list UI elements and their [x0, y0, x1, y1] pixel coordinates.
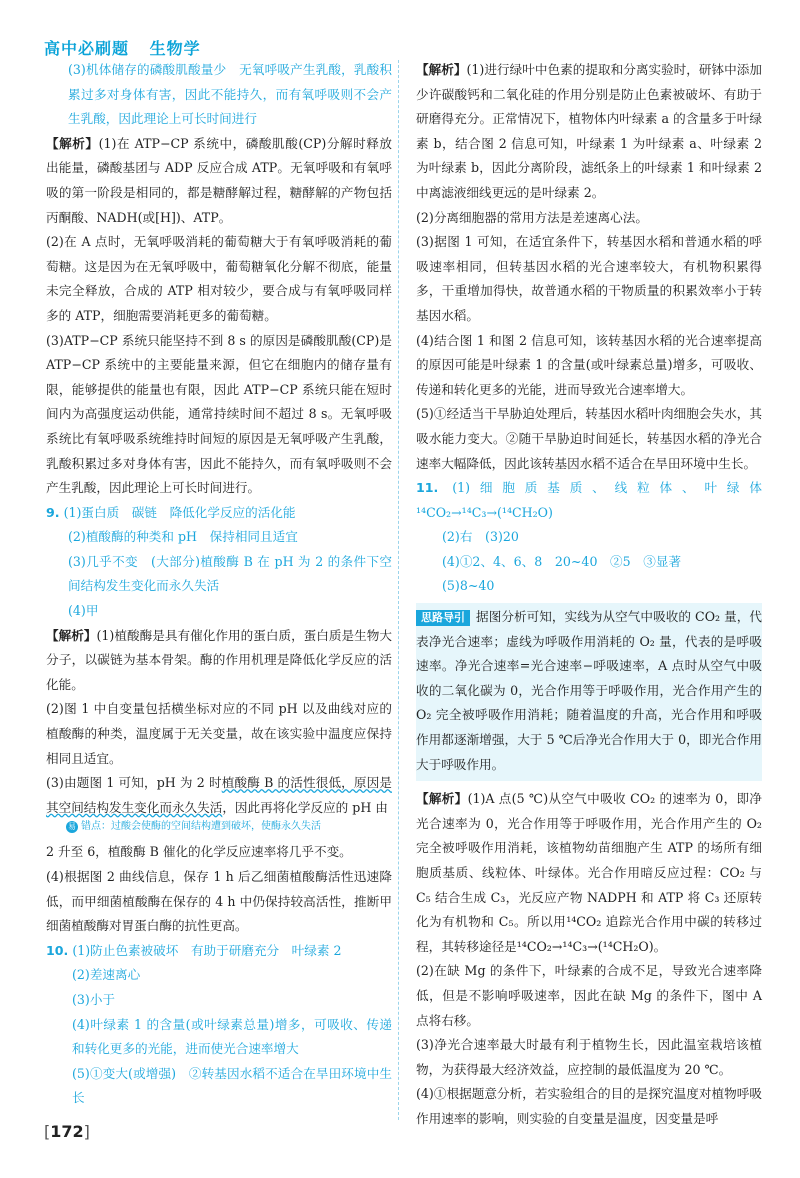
q9-explanation-1: 【解析】(1)植酸酶是具有催化作用的蛋白质，蛋白质是生物大分子，以碳链为基本骨架。酶的作用机理是降低化学反应的活化能。	[46, 627, 393, 692]
q10-answer-2: (2)差速离心	[72, 967, 141, 983]
q10-answer-3: (3)小于	[72, 991, 116, 1007]
right-column	[416, 58, 775, 1132]
q10-explanation-2: (2)分离细胞器的常用方法是差速离心法。	[416, 209, 648, 225]
q11-answer-3: (4)①2、4、6、8 20~40 ②5 ③显著	[442, 553, 682, 569]
q9-answer-2: (2)植酸酶的种类和 pH 保持相同且适宜	[68, 529, 298, 545]
q9-explanation-3: (3)由题图 1 可知，pH 为 2 时植酸酶 B 的活性很低，原因是其空间结构发生变化而永久失活，因此再将化学反应的 pH 由	[46, 775, 392, 815]
q10-answer-4: (4)叶绿素 1 的含量(或叶绿素总量)增多，可吸收、传递和转化更多的光能，进而使光合速率增大	[72, 1016, 392, 1057]
question-number-9: 9.	[46, 504, 60, 520]
highlighted-phrase: 植酸酶 B 的活性很低，原因是其空间结构发生变化而永久失活	[46, 775, 392, 815]
question-number-11: 11.	[416, 480, 439, 496]
q9-answer-1: 9. (1)蛋白质 碳链 降低化学反应的活化能	[46, 504, 296, 520]
thinking-guide-tag: 思路导引	[416, 610, 470, 626]
thinking-guide-box	[416, 603, 762, 781]
q11-explanation-1: 【解析】(1)A 点(5 ℃)从空气中吸收 CO₂ 的速率为 0，即净光合速率为 0，光合作用等于呼吸作用，光合作用产生的 O₂ 完全被呼吸作用消耗，该植物幼苗细胞产生 ATP 的场所有细胞质基质、线粒体、叶绿体。光合作用暗反应过程：CO₂ 与 C₅ 结合生成 C₃，光反应产物 NADPH 和 ATP 将 C₃ 还原转化为有机物和 C₅。所以用¹⁴CO₂ 追踪光合作用中碳的转移过程，其转移途径是¹⁴CO₂→¹⁴C₃→(¹⁴CH₂O)。	[416, 791, 762, 954]
q8-explanation-1: 【解析】(1)在 ATP−CP 系统中，磷酸肌酸(CP)分解时释放出能量，磷酸基团与 ADP 反应合成 ATP。无氧呼吸和有氧呼吸的第一阶段是相同的，都是糖酵解过程，糖酵解的产物包括丙酮酸、NADH(或[H])、ATP。	[46, 135, 393, 225]
q9-answer-4: (4)甲	[68, 603, 99, 619]
q11-answer-1: 11. (1)细胞质基质、线粒体、叶绿体 ¹⁴CO₂→¹⁴C₃→(¹⁴CH₂O)	[416, 480, 775, 520]
q9-explanation-4: (4)根据图 2 曲线信息，保存 1 h 后乙细菌植酸酶活性迅速降低，而甲细菌植酸酶在保存的 4 h 中仍保持较高活性，推断甲细菌植酸酶对胃蛋白酶的抗性更高。	[46, 869, 392, 934]
page-number: [172]	[44, 1122, 90, 1141]
q9-answer-3: (3)几乎不变 (大部分)植酸酶 B 在 pH 为 2 的条件下空间结构发生变化而永久失活	[68, 553, 392, 594]
q11-answer-4: (5)8~40	[442, 578, 495, 594]
book-title: 高中必刷题	[44, 39, 130, 58]
q10-explanation-4: (4)结合图 1 和图 2 信息可知，该转基因水稻的光合速率提高的原因可能是叶绿素 1 的含量(或叶绿素总量)增多，可吸收、传递和转化更多的光能，进而导致光合速率增大。	[416, 332, 762, 397]
q11-explanation-3: (3)净光合速率最大时最有利于植物生长，因此温室栽培该植物，为获得最大经济效益，应控制的最低温度为 20 ℃。	[416, 1037, 762, 1077]
column-divider	[398, 60, 399, 1120]
q10-answer-1: 10. (1)防止色素被破坏 有助于研磨充分 叶绿素 2	[46, 942, 342, 958]
q8-answer-3: (3)机体储存的磷酸肌酸量少 无氧呼吸产生乳酸，乳酸积累过多对身体有害，因此不能持久，而有氧呼吸则不会产生乳酸，因此理论上可长时间进行	[68, 62, 392, 127]
q11-explanation-4: (4)①根据题意分析，若实验组合的目的是探究温度对植物呼吸作用速率的影响，则实验的自变量是温度，因变量是呼	[416, 1086, 762, 1126]
q11-answer-2: (2)右 (3)20	[442, 529, 519, 545]
error-point-note: 易 错点：过酸会使酶的空间结构遭到破坏，使酶永久失活	[68, 821, 321, 833]
q8-explanation-2: (2)在 A 点时，无氧呼吸消耗的葡萄糖大于有氧呼吸消耗的葡萄糖。这是因为在无氧呼吸中，葡萄糖氧化分解不彻底，能量未完全释放，合成的 ATP 相对较少，要合成与有氧呼吸同样多的 ATP，细胞需要消耗更多的葡萄糖。	[46, 234, 392, 323]
question-number-10: 10.	[46, 942, 69, 958]
q8-explanation-3: (3)ATP−CP 系统只能坚持不到 8 s 的原因是磷酸肌酸(CP)是 ATP−CP 系统中的主要能量来源，但它在细胞内的储存量有限，能够提供的能量也有限，因此 ATP−CP 系统只能在短时间内为高强度运动供能，通常持续时间不超过 8 s。无氧呼吸系统比有氧呼吸系统维持时间短的原因是无氧呼吸产生乳酸，乳酸积累过多对身体有害，因此不能持久，而有氧呼吸则不会产生乳酸，因此理论上可长时间进行。	[46, 332, 392, 496]
error-point-icon: 易	[68, 822, 76, 832]
left-column	[46, 58, 392, 1111]
q10-explanation-5: (5)①经适当干旱胁迫处理后，转基因水稻叶肉细胞会失水，其吸水能力变大。②随干旱胁迫时间延长，转基因水稻的净光合速率大幅降低，因此该转基因水稻不适合在旱田环境中生长。	[416, 406, 762, 471]
q11-explanation-2: (2)在缺 Mg 的条件下，叶绿素的合成不足，导致光合速率降低，但是不影响呼吸速率，因此在缺 Mg 的条件下，图中 A 点将右移。	[416, 963, 762, 1028]
q9-explanation-2: (2)图 1 中自变量包括横坐标对应的不同 pH 以及曲线对应的植酸酶的种类，温度属于无关变量，故在该实验中温度应保持相同且适宜。	[46, 701, 392, 766]
q10-explanation-1: 【解析】(1)进行绿叶中色素的提取和分离实验时，研钵中添加少许碳酸钙和二氧化硅的作用分别是防止色素被破坏、有助于研磨得充分。正常情况下，植物体内叶绿素 a 的含量多于叶绿素 b，结合图 2 信息可知，叶绿素 1 为叶绿素 a、叶绿素 2 为叶绿素 b，因此分离阶段，滤纸条上的叶绿素 1 和叶绿素 2 中离滤液细线更远的是叶绿素 2。	[416, 62, 763, 200]
q9-explanation-3-cont: 2 升至 6，植酸酶 B 催化的化学反应速率将几乎不变。	[46, 844, 352, 860]
q10-explanation-3: (3)据图 1 可知，在适宜条件下，转基因水稻和普通水稻的呼吸速率相同，但转基因水稻的光合速率较大，有机物积累得多，干重增加得快，故普通水稻的干物质量的积累效率小于转基因水稻。	[416, 234, 762, 323]
page-header	[44, 36, 215, 59]
thinking-guide-text: 思路导引 据图分析可知，实线为从空气中吸收的 CO₂ 量，代表净光合速率；虚线为呼吸作用消耗的 O₂ 量，代表的是呼吸速率。净光合速率=光合速率−呼吸速率，A 点时从空气中吸收的二氧化碳为 0，光合作用等于呼吸作用，光合作用产生的 O₂ 完全被呼吸作用消耗；随着温度的升高，光合作用和呼吸作用都逐渐增强，大于 5 ℃后净光合作用大于 0，即光合作用大于呼吸作用。	[416, 609, 762, 772]
q10-answer-5: (5)①变大(或增强) ②转基因水稻不适合在旱田环境中生长	[72, 1065, 392, 1106]
analysis-label: 【解析】	[46, 135, 99, 151]
subject-title: 生物学	[149, 39, 201, 58]
